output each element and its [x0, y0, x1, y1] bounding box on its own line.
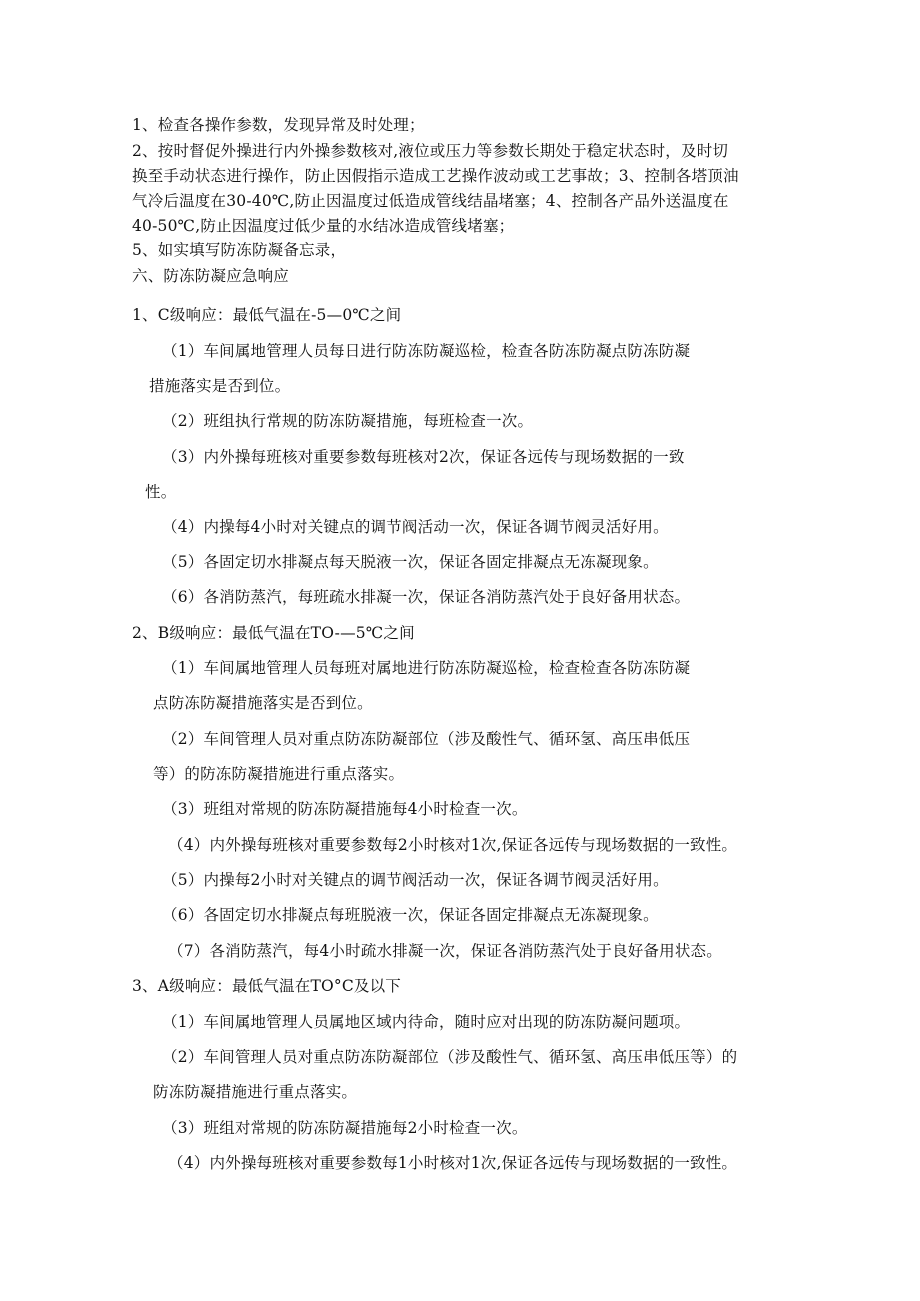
text-line: 性。 [145, 483, 177, 501]
text-line: 点防冻防凝措施落实是否到位。 [153, 694, 373, 712]
text-line: 措施落实是否到位。 [149, 377, 291, 395]
text-line: （7）各消防蒸汽，每4小时疏水排凝一次，保证各消防蒸汽处于良好备用状态。 [168, 942, 722, 960]
text-line: （2）车间管理人员对重点防冻防凝部位（涉及酸性气、循环氢、高压串低压等）的 [162, 1048, 738, 1066]
text-line: 换至手动状态进行操作，防止因假指示造成工艺操作波动或工艺事故；3、控制各塔顶油 [132, 167, 739, 185]
text-line: 气冷后温度在30-40℃,防止因温度过低造成管线结晶堵塞；4、控制各产品外送温度在 [132, 192, 729, 210]
response-level-heading: 1、C级响应：最低气温在-5—0℃之间 [132, 306, 402, 324]
text-line: （6）各消防蒸汽，每班疏水排凝一次，保证各消防蒸汽处于良好备用状态。 [162, 588, 691, 606]
text-line: （1）车间属地管理人员每班对属地进行防冻防凝巡检，检查检查各防冻防凝 [162, 659, 691, 677]
response-level-heading: 2、B级响应：最低气温在TO-—5℃之间 [132, 624, 415, 642]
text-line: （2）车间管理人员对重点防冻防凝部位（涉及酸性气、循环氢、高压串低压 [162, 730, 691, 748]
text-line: （4）内操每4小时对关键点的调节阀活动一次，保证各调节阀灵活好用。 [162, 518, 669, 536]
text-line: （6）各固定切水排凝点每班脱液一次，保证各固定排凝点无冻凝现象。 [162, 906, 659, 924]
text-line: 防冻防凝措施进行重点落实。 [153, 1083, 358, 1101]
text-line: 1、检查各操作参数，发现异常及时处理； [132, 116, 425, 134]
text-line: （3）班组对常规的防冻防凝措施每2小时检查一次。 [162, 1119, 528, 1137]
text-line: （4）内外操每班核对重要参数每2小时核对1次,保证各远传与现场数据的一致性。 [168, 836, 738, 854]
text-line: （2）班组执行常规的防冻防凝措施，每班检查一次。 [162, 412, 534, 430]
text-line: 5、如实填写防冻防凝备忘录， [132, 241, 347, 259]
text-line: 40-50℃,防止因温度过低少量的水结冰造成管线堵塞； [132, 217, 515, 235]
text-line: （1）车间属地管理人员每日进行防冻防凝巡检，检查各防冻防凝点防冻防凝 [162, 342, 691, 360]
text-line: 等）的防冻防凝措施进行重点落实。 [153, 765, 405, 783]
text-line: （3）内外操每班核对重要参数每班核对2次，保证各远传与现场数据的一致 [162, 448, 685, 466]
text-line: （4）内外操每班核对重要参数每1小时核对1次,保证各远传与现场数据的一致性。 [168, 1154, 738, 1172]
text-line: 2、按时督促外操进行内外操参数核对,液位或压力等参数长期处于稳定状态时，及时切 [132, 142, 729, 160]
text-line: （1）车间属地管理人员属地区域内待命，随时应对出现的防冻防凝问题项。 [162, 1013, 691, 1031]
text-line: （5）各固定切水排凝点每天脱液一次，保证各固定排凝点无冻凝现象。 [162, 553, 659, 571]
text-line: （5）内操每2小时对关键点的调节阀活动一次，保证各调节阀灵活好用。 [162, 871, 669, 889]
section-heading: 六、防冻防凝应急响应 [132, 267, 290, 285]
text-line: （3）班组对常规的防冻防凝措施每4小时检查一次。 [162, 800, 528, 818]
response-level-heading: 3、A级响应：最低气温在TO°C及以下 [132, 977, 402, 995]
